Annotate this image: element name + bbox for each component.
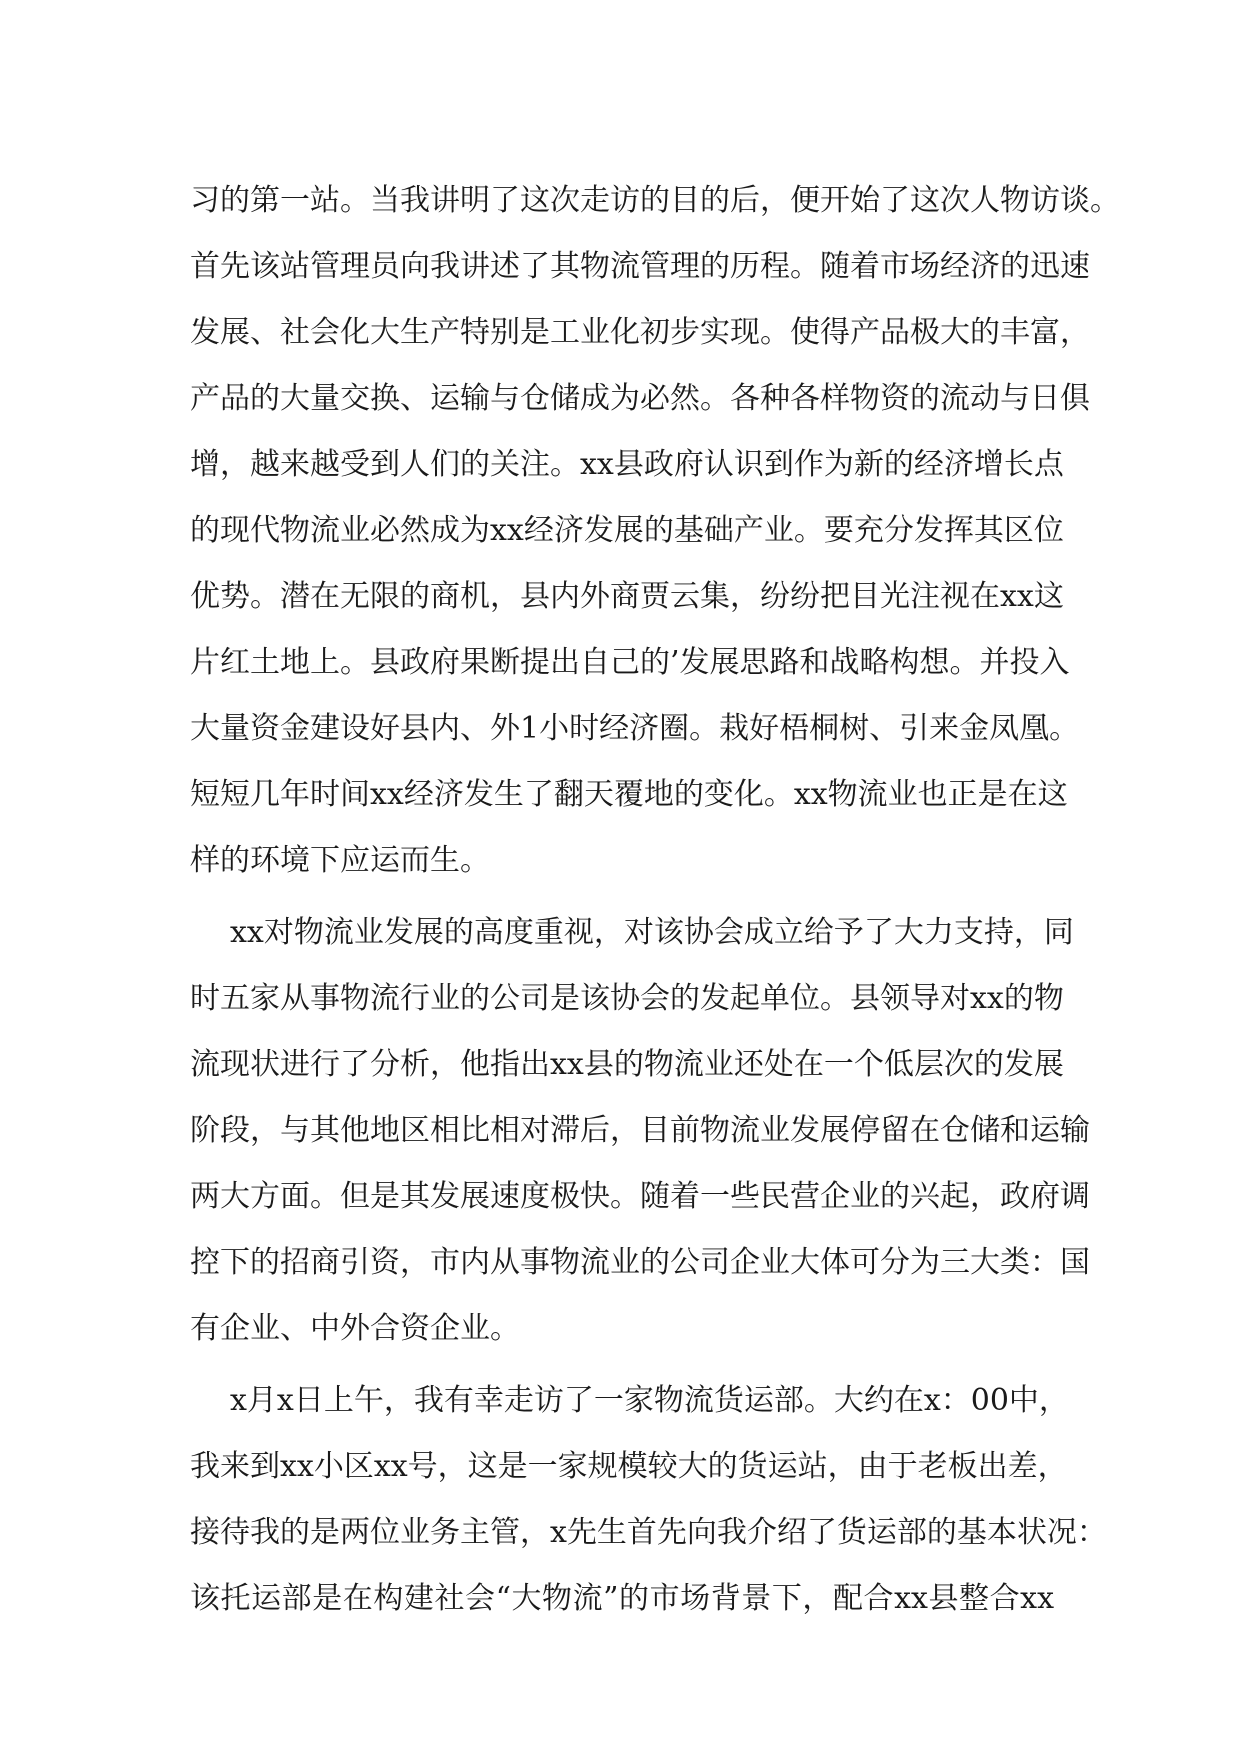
text-line: 短短几年时间xx经济发生了翻天覆地的变化。xx物流业也正是在这 xyxy=(190,777,1068,812)
text-line: 增，越来越受到人们的关注。xx县政府认识到作为新的经济增长点 xyxy=(190,447,1064,482)
text-line: 首先该站管理员向我讲述了其物流管理的历程。随着市场经济的迅速 xyxy=(190,249,1090,284)
paragraph-2 xyxy=(190,900,1090,1362)
text-line: xx对物流业发展的高度重视，对该协会成立给予了大力支持，同 xyxy=(230,915,1074,950)
text-line: 发展、社会化大生产特别是工业化初步实现。使得产品极大的丰富， xyxy=(190,315,1090,350)
text-line: 产品的大量交换、运输与仓储成为必然。各种各样物资的流动与日俱 xyxy=(190,381,1090,416)
text-line: 控下的招商引资，市内从事物流业的公司企业大体可分为三大类：国 xyxy=(190,1245,1090,1280)
text-line: 有企业、中外合资企业。 xyxy=(190,1311,520,1346)
text-line: 该托运部是在构建社会“大物流”的市场背景下，配合xx县整合xx xyxy=(190,1581,1054,1616)
text-line: 我来到xx小区xx号，这是一家规模较大的货运站，由于老板出差， xyxy=(190,1449,1068,1484)
text-line: x月x日上午，我有幸走访了一家物流货运部。大约在x：00中， xyxy=(230,1383,1069,1418)
text-line: 样的环境下应运而生。 xyxy=(190,843,490,878)
document-body xyxy=(190,168,1120,1632)
text-line: 的现代物流业必然成为xx经济发展的基础产业。要充分发挥其区位 xyxy=(190,513,1064,548)
text-line: 流现状进行了分析，他指出xx县的物流业还处在一个低层次的发展 xyxy=(190,1047,1064,1082)
paragraph-1 xyxy=(190,168,1120,894)
paragraph-3 xyxy=(190,1368,1107,1632)
text-line: 片红土地上。县政府果断提出自己的’发展思路和战略构想。并投入 xyxy=(190,645,1070,680)
text-line: 优势。潜在无限的商机，县内外商贾云集，纷纷把目光注视在xx这 xyxy=(190,579,1064,614)
text-line: 两大方面。但是其发展速度极快。随着一些民营企业的兴起，政府调 xyxy=(190,1179,1090,1214)
text-line: 大量资金建设好县内、外1小时经济圈。栽好梧桐树、引来金凤凰。 xyxy=(190,711,1080,746)
text-line: 阶段，与其他地区相比相对滞后，目前物流业发展停留在仓储和运输 xyxy=(190,1113,1090,1148)
text-line: 时五家从事物流行业的公司是该协会的发起单位。县领导对xx的物 xyxy=(190,981,1064,1016)
text-line: 接待我的是两位业务主管，x先生首先向我介绍了货运部的基本状况： xyxy=(190,1515,1107,1550)
text-line: 习的第一站。当我讲明了这次走访的目的后，便开始了这次人物访谈。 xyxy=(190,183,1120,218)
